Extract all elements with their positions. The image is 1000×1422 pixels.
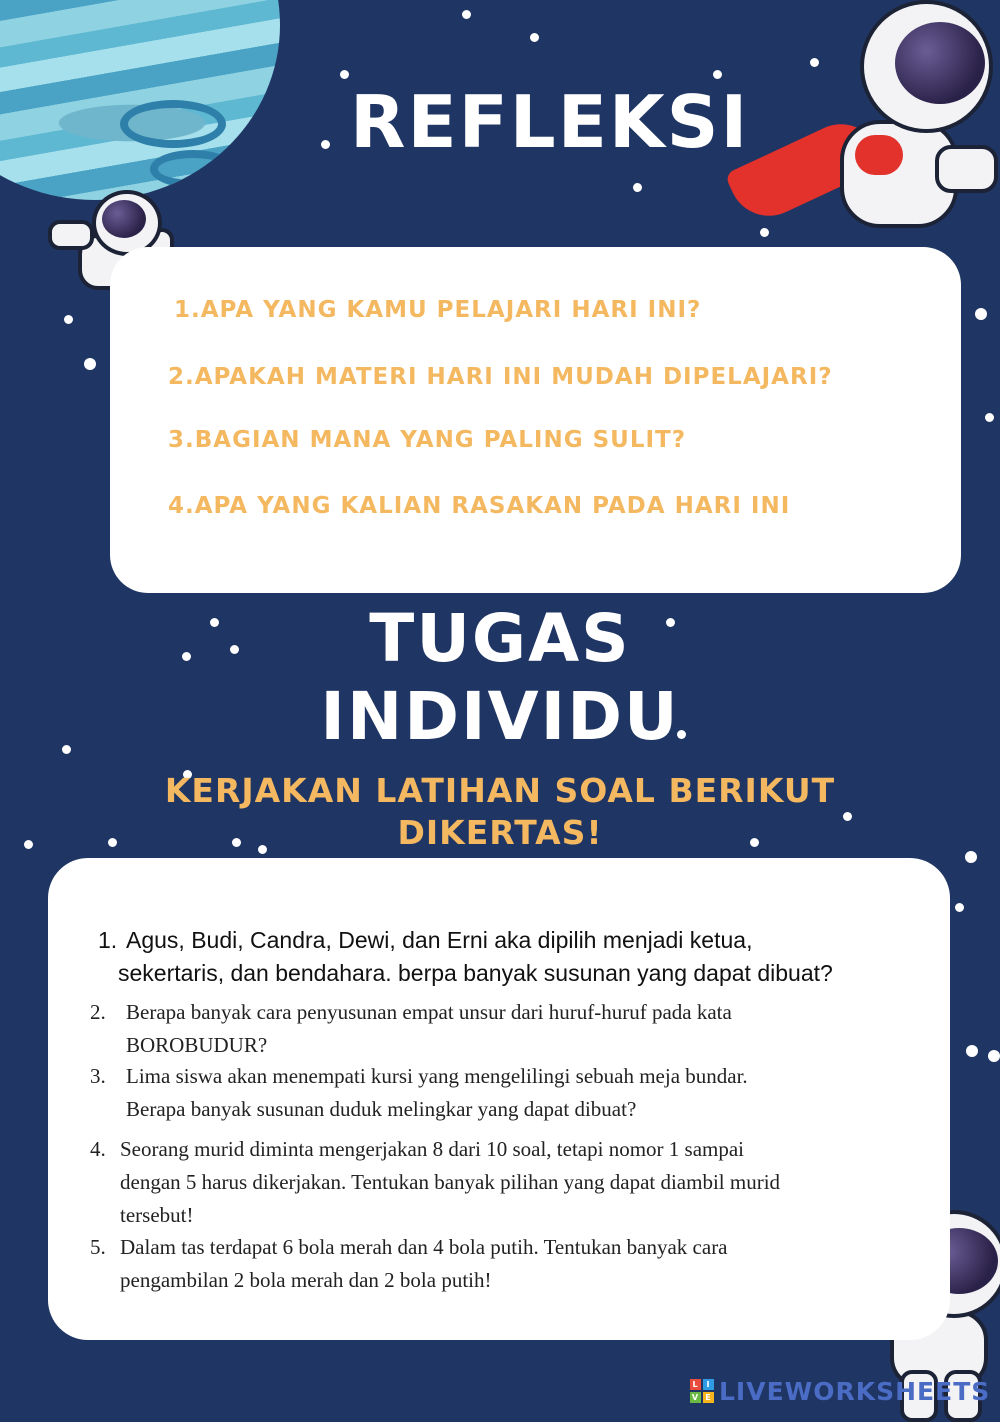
watermark-text: LIVEWORKSHEETS <box>719 1376 991 1406</box>
instruction-line-1: KERJAKAN LATIHAN SOAL BERIKUT <box>164 771 836 810</box>
task-title-line-2: INDIVIDU <box>320 678 680 755</box>
reflection-card <box>110 247 961 593</box>
task-title-line-1: TUGAS <box>369 600 631 677</box>
logo-letter-e: E <box>703 1392 714 1403</box>
reflection-question-4: 4.APA YANG KALIAN RASAKAN PADA HARI INI <box>168 493 791 519</box>
logo-letter-i: I <box>703 1379 714 1390</box>
page-title: REFLEKSI <box>350 80 750 164</box>
reflection-question-3: 3.BAGIAN MANA YANG PALING SULIT? <box>168 427 687 453</box>
problem-5-number: 5. <box>90 1235 106 1259</box>
problem-5-line-2: pengambilan 2 bola merah dan 2 bola putih! <box>120 1268 492 1292</box>
task-instruction <box>100 770 900 854</box>
problem-2-line-1: Berapa banyak cara penyusunan empat unsur dari huruf-huruf pada kata <box>126 1000 732 1024</box>
problem-3 <box>90 1060 940 1126</box>
problem-3-number: 3. <box>90 1064 106 1088</box>
reflection-question-1: 1.APA YANG KAMU PELAJARI HARI INI? <box>174 297 702 323</box>
problem-4-line-3: tersebut! <box>120 1203 194 1227</box>
problem-2-number: 2. <box>90 1000 106 1024</box>
liveworksheets-watermark <box>690 1376 990 1406</box>
problem-5-line-1: Dalam tas terdapat 6 bola merah dan 4 bola putih. Tentukan banyak cara <box>120 1235 728 1259</box>
problems-card <box>48 858 950 1340</box>
astronaut-flying-icon <box>730 0 1000 250</box>
problem-4-line-2: dengan 5 harus dikerjakan. Tentukan banyak pilihan yang dapat diambil murid <box>120 1170 781 1194</box>
problem-1-line-2: sekertaris, dan bendahara. berpa banyak susunan yang dapat dibuat? <box>118 960 833 986</box>
reflection-question-2: 2.APAKAH MATERI HARI INI MUDAH DIPELAJARI? <box>168 364 833 390</box>
liveworksheets-logo-icon <box>690 1379 714 1403</box>
problem-2-line-2: BOROBUDUR? <box>126 1033 268 1057</box>
problem-4-line-1: Seorang murid diminta mengerjakan 8 dari 10 soal, tetapi nomor 1 sampai <box>120 1137 745 1161</box>
logo-letter-v: V <box>691 1393 700 1402</box>
problem-1 <box>98 924 948 990</box>
problem-4-number: 4. <box>90 1137 106 1161</box>
problem-4 <box>90 1133 940 1232</box>
task-title <box>250 600 750 756</box>
problem-3-line-1: Lima siswa akan menempati kursi yang mengelilingi sebuah meja bundar. <box>126 1064 748 1088</box>
problem-1-number: 1. <box>98 927 118 953</box>
problem-1-line-1: Agus, Budi, Candra, Dewi, dan Erni aka dipilih menjadi ketua, <box>126 927 753 953</box>
logo-letter-l: L <box>690 1379 701 1390</box>
problem-2 <box>90 996 940 1062</box>
problem-5 <box>90 1231 940 1297</box>
instruction-line-2: DIKERTAS! <box>397 813 603 852</box>
problem-3-line-2: Berapa banyak susunan duduk melingkar yang dapat dibuat? <box>126 1097 637 1121</box>
